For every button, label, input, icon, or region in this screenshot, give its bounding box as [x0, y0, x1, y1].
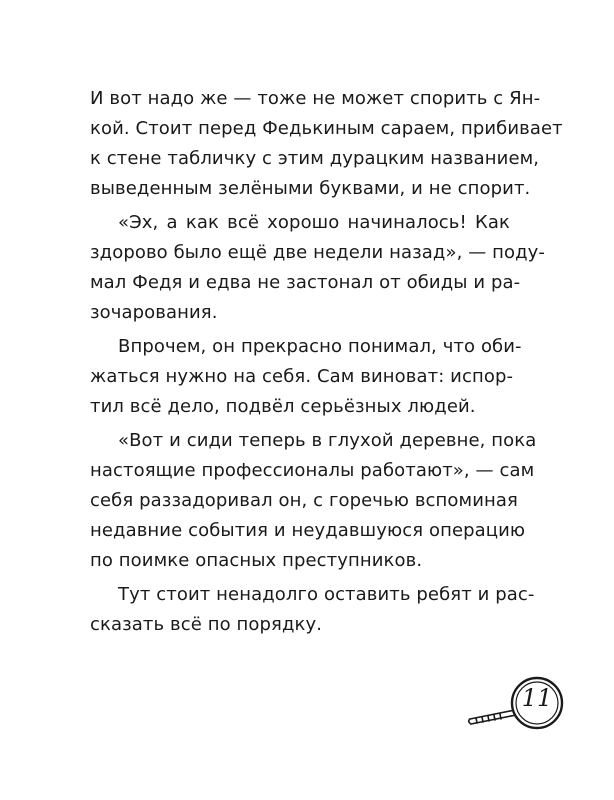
text-line: по поимке опасных преступников.: [90, 550, 423, 571]
page-body-text: [90, 84, 563, 644]
text-line: недавние события и неудавшуюся операцию: [90, 520, 526, 541]
text-line: тил всё дело, подвёл серьёзных людей.: [90, 396, 476, 417]
paragraph-1: [90, 84, 563, 204]
text-line: к стене табличку с этим дурацким названием,: [90, 148, 540, 169]
paragraph-2: [90, 208, 546, 328]
text-line: «Вот и сиди теперь в глухой деревне, пока: [118, 430, 537, 451]
text-line: мал Федя и едва не застонал от обиды и ра-: [90, 272, 521, 293]
paragraph-3: [90, 332, 522, 422]
text-line: сказать всё по порядку.: [90, 614, 323, 635]
text-line: выведенным зелёными буквами, и не спорит.: [90, 178, 531, 199]
text-line: И вот надо же — тоже не может спорить с Ян-: [90, 88, 541, 109]
text-line: здорово было ещё две недели назад», — поду-: [90, 242, 546, 263]
paragraph-4: [90, 426, 537, 576]
page-number: 11: [521, 684, 553, 712]
paragraph-5: [90, 580, 535, 640]
text-line: Впрочем, он прекрасно понимал, что оби-: [118, 336, 522, 357]
text-line: зочарования.: [90, 302, 218, 323]
page-number-badge: [466, 675, 586, 735]
text-line: себя раззадоривал он, с горечью вспоминая: [90, 490, 518, 511]
text-line: жаться нужно на себя. Сам виноват: испор-: [90, 366, 514, 387]
text-line: Тут стоит ненадолго оставить ребят и рас-: [118, 584, 535, 605]
text-line: кой. Стоит перед Федькиным сараем, прибивает: [90, 118, 563, 139]
text-line: «Эх, а как всё хорошо начиналось! Как: [118, 212, 510, 233]
text-line: настоящие профессионалы работают», — сам: [90, 460, 535, 481]
